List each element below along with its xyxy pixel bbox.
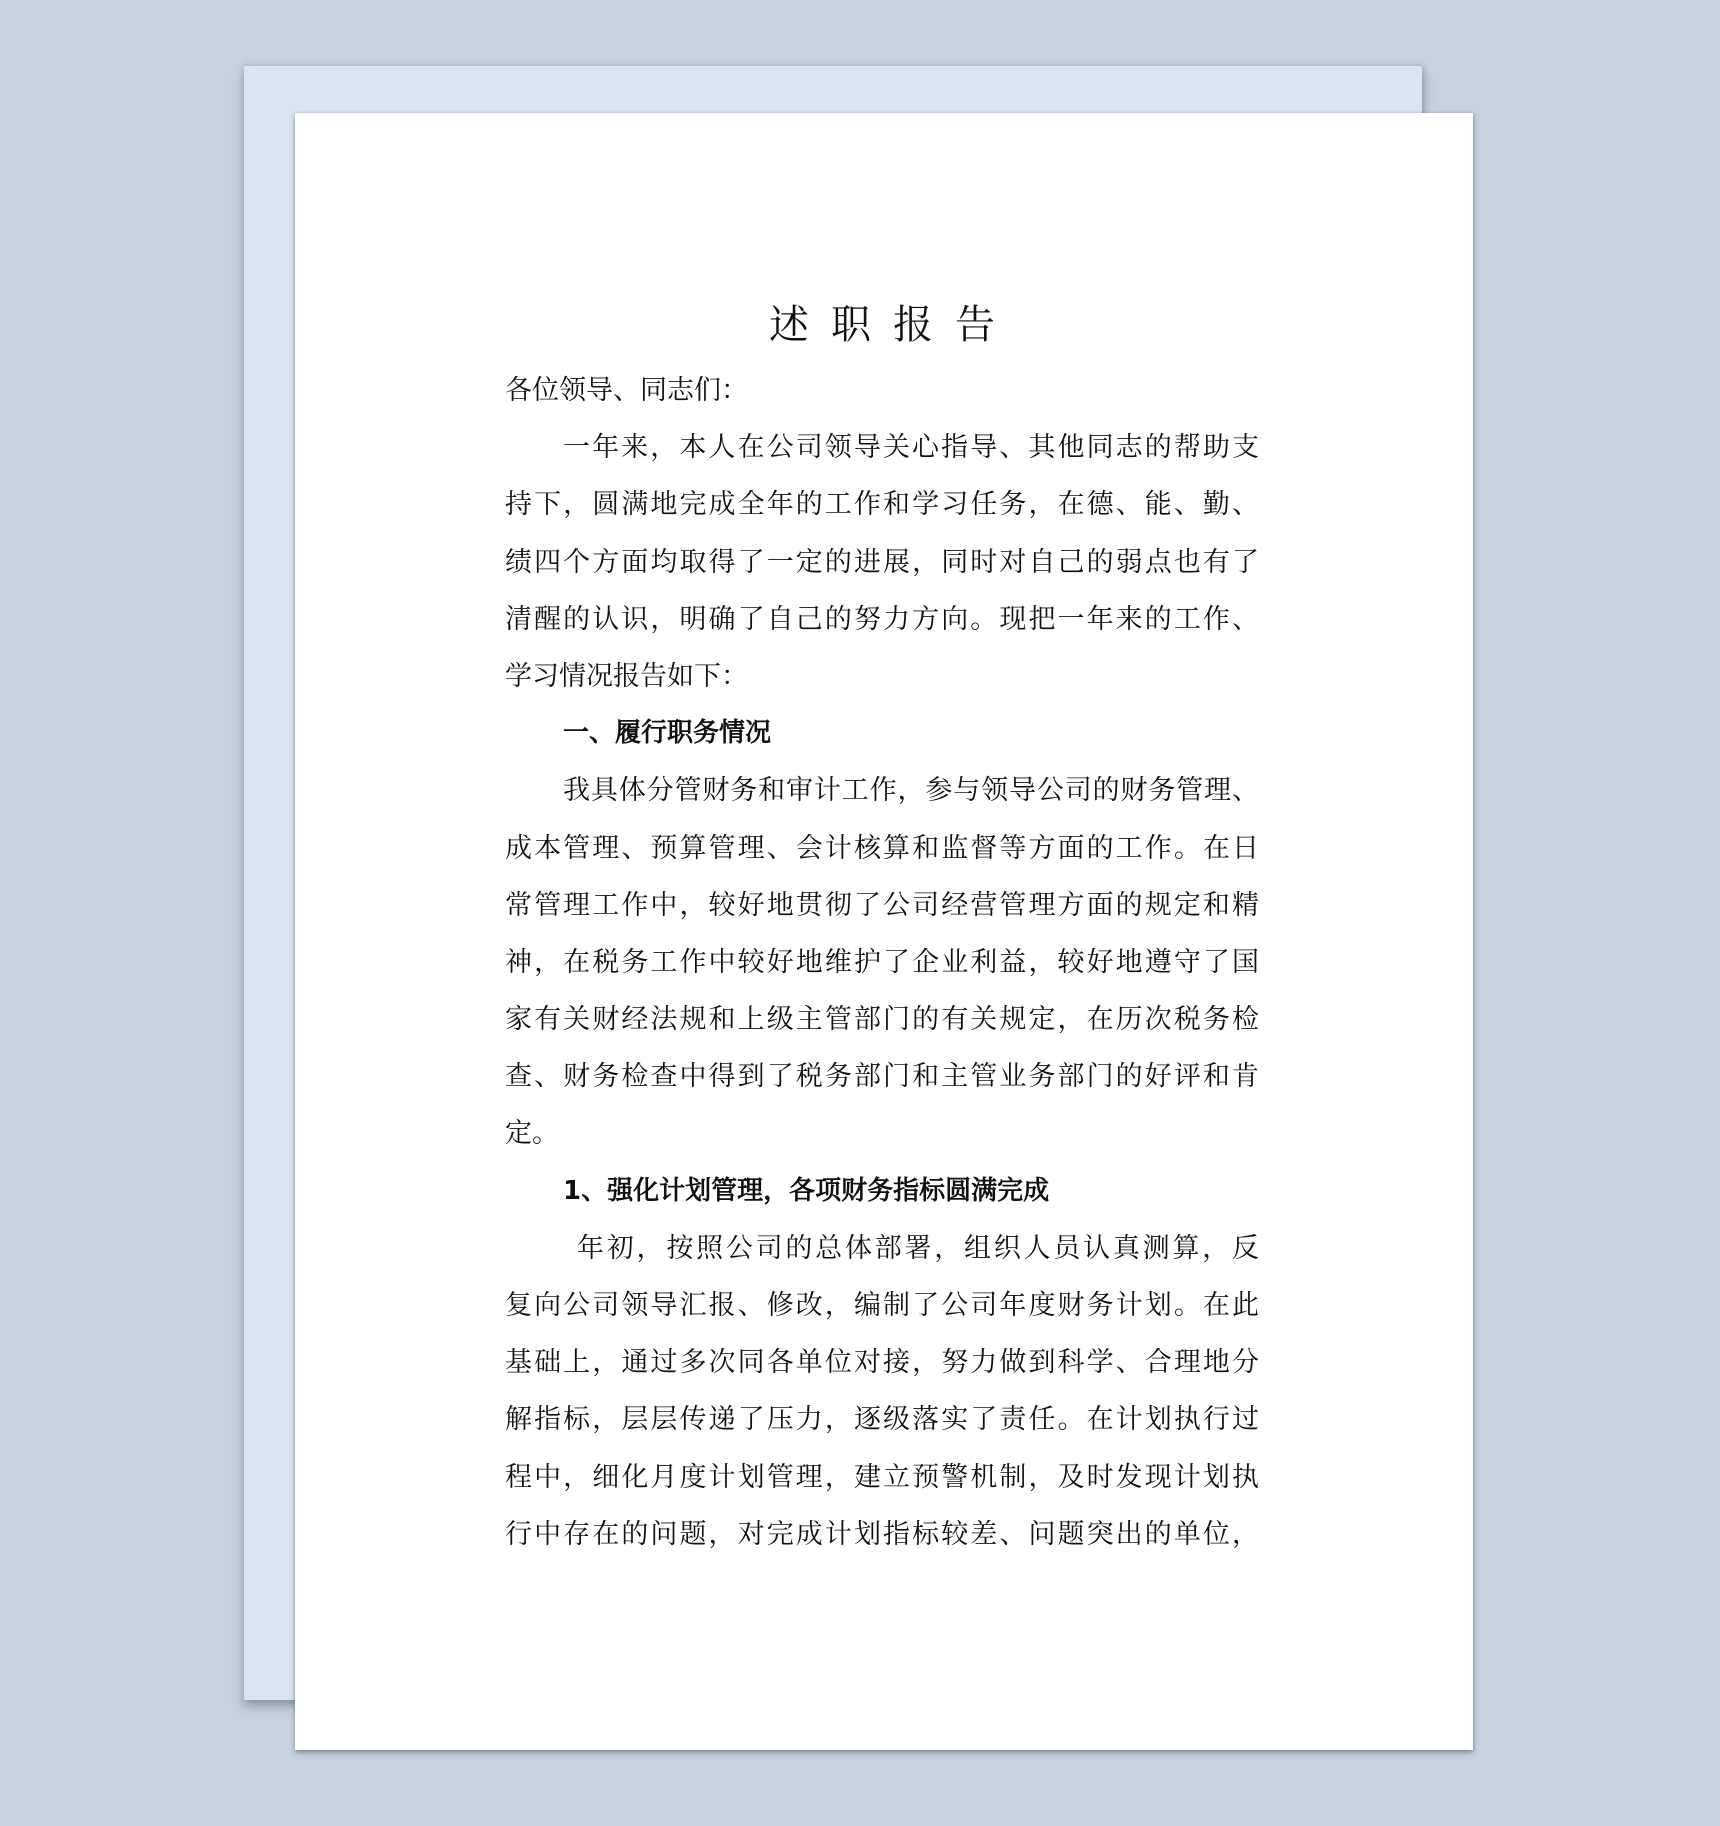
paragraph-line: 成本管理、预算管理、会计核算和监督等方面的工作。在日 — [505, 832, 1259, 864]
paragraph-line: 学习情况报告如下： — [505, 660, 748, 692]
paragraph-line: 我具体分管财务和审计工作，参与领导公司的财务管理、 — [563, 775, 1259, 807]
paragraph-line: 常管理工作中，较好地贯彻了公司经营管理方面的规定和精 — [505, 889, 1259, 921]
paragraph-line: 复向公司领导汇报、修改，编制了公司年度财务计划。在此 — [505, 1290, 1259, 1321]
paragraph-line: 定。 — [505, 1118, 559, 1150]
section1-paragraph — [505, 762, 1259, 1162]
paragraph-line: 持下，圆满地完成全年的工作和学习任务，在德、能、勤、 — [505, 489, 1259, 521]
section-heading: 一、履行职务情况 — [563, 718, 772, 749]
paragraph-line: 神，在税务工作中较好地维护了企业利益，较好地遵守了国 — [505, 946, 1259, 978]
paragraph-line: 程中，细化月度计划管理，建立预警机制，及时发现计划执 — [505, 1461, 1259, 1493]
paragraph-line: 查、财务检查中得到了税务部门和主管业务部门的好评和肯 — [505, 1061, 1259, 1093]
paragraph-line: 绩四个方面均取得了一定的进展，同时对自己的弱点也有了 — [505, 546, 1259, 578]
paragraph-line: 年初，按照公司的总体部署，组织人员认真测算，反 — [577, 1232, 1259, 1264]
paragraph-line: 解指标，层层传递了压力，逐级落实了责任。在计划执行过 — [505, 1404, 1259, 1436]
greeting: 各位领导、同志们： — [505, 375, 748, 406]
subsection-heading: 1、强化计划管理，各项财务指标圆满完成 — [563, 1175, 1050, 1206]
document-body — [505, 296, 1259, 1563]
paragraph-line: 行中存在的问题，对完成计划指标较差、问题突出的单位， — [505, 1518, 1259, 1550]
subsection1-paragraph — [505, 1220, 1259, 1563]
document-title: 述职报告 — [769, 302, 1017, 348]
intro-paragraph — [505, 419, 1259, 705]
paragraph-line: 清醒的认识，明确了自己的努力方向。现把一年来的工作、 — [505, 603, 1259, 635]
paragraph-line: 一年来，本人在公司领导关心指导、其他同志的帮助支 — [563, 432, 1259, 464]
paragraph-line: 家有关财经法规和上级主管部门的有关规定，在历次税务检 — [505, 1004, 1259, 1036]
paragraph-line: 基础上，通过多次同各单位对接，努力做到科学、合理地分 — [505, 1347, 1259, 1379]
